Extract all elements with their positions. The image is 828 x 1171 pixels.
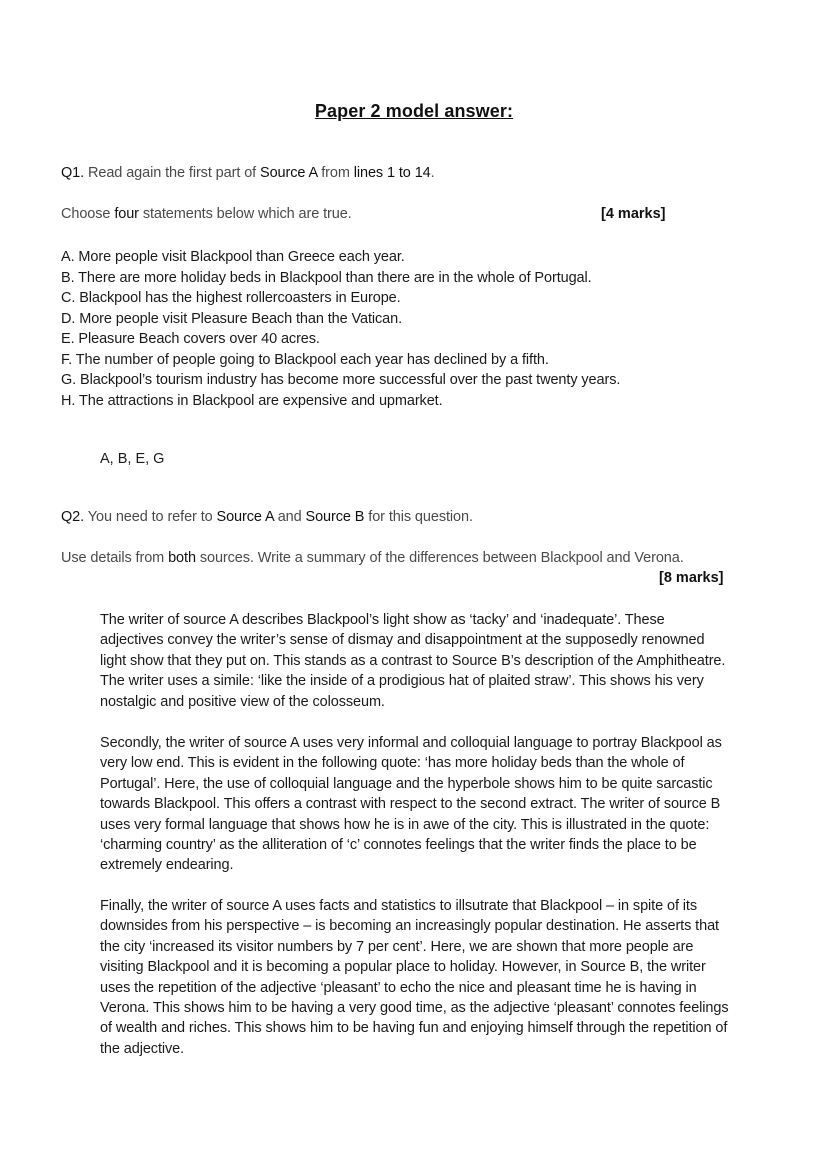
q2-instruction-keyword: both <box>168 550 196 566</box>
q2-answer-paragraph-3: Finally, the writer of source A uses facts and statistics to illsutrate that Blackpool – in spite of its downsides from his perspective – is becoming an increasingly popular destination. He asserts that the city ‘increased its visitor numbers by 7 per cent’. Here, we are shown that more people are visiting Blackpool and it is becoming a popular place to holiday. However, in Source B, the writer uses the repetition of the adjective ‘pleasant’ to echo the nice and pleasant time he is having in Verona. This shows him to be having a very good time, as the adjective ‘pleasant’ connotes feelings of wealth and riches. This shows him to be having fun and enjoying himself through the repetition of the adjective. <box>100 898 729 1057</box>
q2-stem-text: You need to refer to <box>84 509 217 525</box>
q1-stem-text: . <box>430 165 435 181</box>
q1-stem <box>61 165 435 181</box>
page-title: Paper 2 model answer: <box>314 101 514 121</box>
q2-instruction-text: Use details from <box>61 550 169 566</box>
q1-stem-text: from <box>317 165 354 181</box>
q2-source-a-ref: Source A <box>216 509 274 525</box>
q1-option: D. More people visit Pleasure Beach than the Vatican. <box>61 310 403 327</box>
q1-option: G. Blackpool’s tourism industry has become more successful over the past twenty years. <box>61 372 621 388</box>
q1-instruction-text: Choose <box>61 206 115 222</box>
q1-label: Q1. <box>61 165 85 181</box>
q2-marks: [8 marks] <box>659 570 724 586</box>
q1-option: A. More people visit Blackpool than Greece each year. <box>61 249 405 265</box>
q2-instruction-text: sources. Write a summary of the differences between Blackpool and Verona. <box>195 550 684 566</box>
q1-instruction-keyword: four <box>114 206 139 222</box>
q2-answer-paragraph-1: The writer of source A describes Blackpool’s light show as ‘tacky’ and ‘inadequate’. These adjectives convey the writer’s sense of dismay and disappointment at the supposedly renowned light show that they put on. This stands as a contrast to Source B’s description of the Amphitheatre. The writer uses a simile: ‘like the inside of a prodigious hat of plaited straw’. This shows his very nostalgic and positive view of the colosseum. <box>100 612 726 710</box>
q2-stem <box>61 509 473 525</box>
q1-answer: A, B, E, G <box>100 451 165 467</box>
q1-source-ref: Source A <box>260 165 318 181</box>
q1-option: E. Pleasure Beach covers over 40 acres. <box>61 331 320 347</box>
q2-stem-text: for this question. <box>364 509 473 525</box>
q2-source-b-ref: Source B <box>305 509 365 525</box>
q1-instruction-text: statements below which are true. <box>138 206 352 222</box>
q1-option: H. The attractions in Blackpool are expensive and upmarket. <box>61 392 443 409</box>
q2-answer-paragraph-2: Secondly, the writer of source A uses very informal and colloquial language to portray Blackpool as very low end. This is evident in the following quote: ‘has more holiday beds than the whole of Portugal’. Here, the use of colloquial language and the hyperbole shows him to be quite sarcastic towards Blackpool. This offers a contrast with respect to the second extract. The writer of source B uses very formal language that shows how he is in awe of the city. This is illustrated in the quote: ‘charming country’ as the alliteration of ‘c’ connotes feelings that the writer finds the place to be extremely endearing. <box>100 735 722 874</box>
q1-option: B. There are more holiday beds in Blackpool than there are in the whole of Portugal. <box>61 269 592 286</box>
q1-option: C. Blackpool has the highest rollercoasters in Europe. <box>61 290 401 306</box>
q2-stem-text: and <box>273 509 306 525</box>
q1-option: F. The number of people going to Blackpool each year has declined by a fifth. <box>61 351 549 368</box>
q2-instruction <box>61 550 684 566</box>
q1-stem-text: Read again the first part of <box>84 165 261 181</box>
q1-marks: [4 marks] <box>601 206 666 222</box>
q2-label: Q2. <box>61 509 85 525</box>
q1-instruction <box>61 206 352 222</box>
q1-lines-ref: lines 1 to 14 <box>353 165 431 181</box>
q1-options-list <box>61 247 620 411</box>
